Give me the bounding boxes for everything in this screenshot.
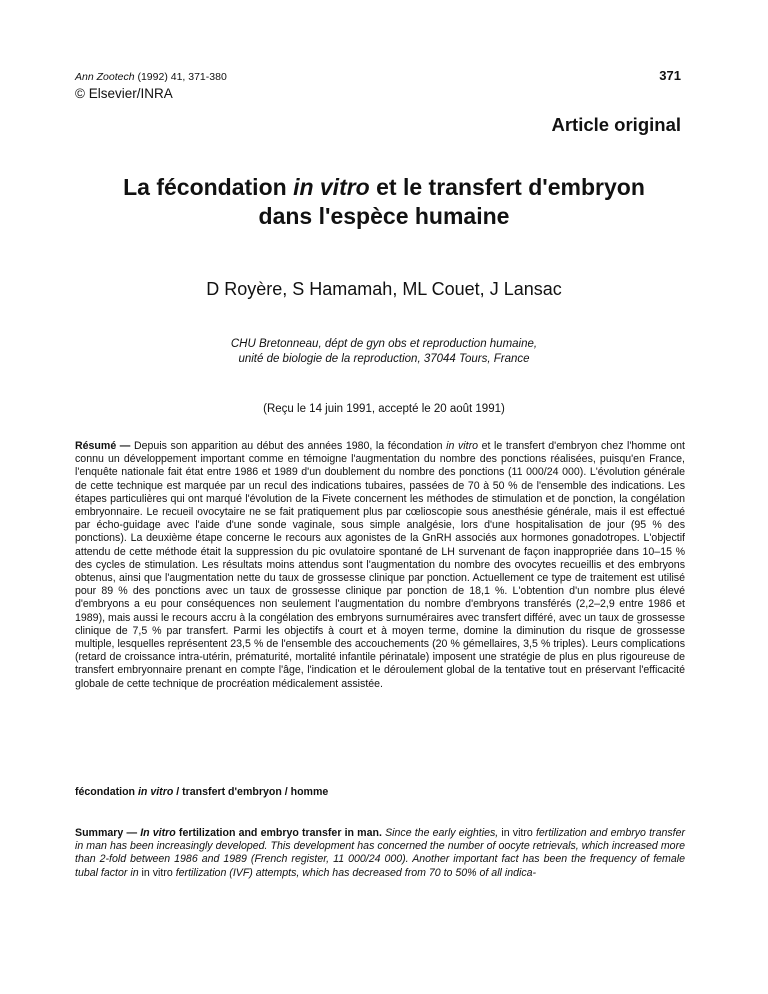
summary-text-2: in vitro [498,827,533,839]
abstract-lead: Résumé — [75,440,131,452]
title-part-1: La fécondation [123,174,294,200]
abstract-italic: in vitro [446,440,478,452]
received-dates: (Reçu le 14 juin 1991, accepté le 20 août 1991) [263,403,505,415]
journal-header [75,70,227,103]
keyword-1: fécondation [75,786,138,798]
title-part-2: et le transfert d'embryon [369,174,645,200]
summary-text-4: in vitro [138,866,173,879]
keyword-1-italic: in vitro [137,786,174,798]
affiliation-line-2: unité de biologie de la reproduction, 37044 Tours, France [238,353,530,365]
summary-text-1: Since the early eighties, [381,827,499,839]
abstract-text-2: et le transfert d'embryon chez l'homme ont connu un développement important comme en témoigne l'augmentation du nombre des ponctions réalisées, puisqu'en France, l'enquête nationale fait état entre 1986 et 1989 d'un doublement du nombre des ponctions (11 000/24 000). L'évolution générale de cette technique est marquée par un recul des indications tubaires, passées de 70 à 50 % de l'ensemble des indications. Les étapes particulières qui ont marqué l'évolution de la Fivete concernent les méthodes de stimulation et de ponction, la congélation embryonnaire. Le recueil ovocytaire ne se fait pratiquement plus par cœlioscopie sous anesthésie générale, mais il est effectué par écho-guidage avec l'aide d'une sonde vaginale, sous simple analgésie, lors d'une hospitalisation de jour (95 % des ponctions). La deuxième étape concerne le recours aux agonistes de la GnRH associés aux hormones gonadotropes. L'objectif attendu de cette méthode était la suppression du pic ovulatoire spontané de LH survenant de façon inappropriée dans 10–15 % des cycles de stimulation. Les résultats moins attendus sont l'augmentation du nombre des ovocytes recueillis et des embryons obtenus, ainsi que l'augmentation nette du taux de grossesse clinique par ponction. Actuellement ce type de traitement est utilisé pour 89 % des ponctions avec un taux de grossesse clinique par ponction de 18,1 %. L'obtention d'un nombre plus élevé d'embryons a eu pour conséquences non seulement l'augmentation du nombre d'embryons transférés (2,2–2,9 entre 1986 et 1989), mais aussi le recours accru à la congélation des embryons surnuméraires avec transfert différé, avec un taux de grossesse clinique de 7,5 % par transfert. Parmi les objectifs à court et à moyen terme, domine la diminution du risque de grossesse multiple, lesquelles représentent 23,5 % de l'ensemble des accouchements (20 % gémellaires, 3,5 % triples). Leurs complications (retard de croissance intra-utérin, prématurité, mortalité infantile périnatale) imposent une stratégie de plus en plus rigoureuse de transfert embryonnaire prenant en compte l'âge, l'indication et le déroulement global de la tentative tout en préservant l'efficacité globale de cette technique de procréation médicalement assistée. [75,440,685,690]
affiliation [0,337,768,367]
summary-title-rest: fertilization and embryo transfer in man. [175,827,382,839]
article-title [0,173,768,231]
summary-text-5: fertilization (IVF) attempts, which has decreased from 70 to 50% of all indica- [172,866,537,879]
journal-citation [75,70,227,84]
citation-text: (1992) 41, 371-380 [134,71,227,83]
affiliation-line-1: CHU Bretonneau, dépt de gyn obs et reproduction humaine, [230,338,538,350]
title-line-2: dans l'espèce humaine [258,203,510,229]
abstract-fr [75,440,685,691]
article-type: Article original [551,114,681,135]
title-italic: in vitro [293,174,370,200]
journal-name: Ann Zootech [75,71,135,83]
summary-title-italic: In vitro [137,827,176,839]
keywords [75,785,685,799]
summary-en [75,827,685,880]
abstract-text-1: Depuis son apparition au début des années 1980, la fécondation [130,440,447,452]
summary-lead: Summary — [75,827,138,839]
page-number: 371 [659,68,681,83]
authors: D Royère, S Hamamah, ML Couet, J Lansac [206,279,562,299]
copyright: © Elsevier/INRA [75,86,173,101]
keywords-rest: / transfert d'embryon / homme [173,786,329,798]
summary-text-3: fertilization and embryo transfer in man has been increasingly developed. This development has concerned the number of oocyte retrievals, which increased more than 2-fold between 1986 and 1989 (French register, 11 000/24 000). Another important fact has been the frequency of female tubal factor in [75,827,686,879]
title-line-1 [0,173,768,202]
